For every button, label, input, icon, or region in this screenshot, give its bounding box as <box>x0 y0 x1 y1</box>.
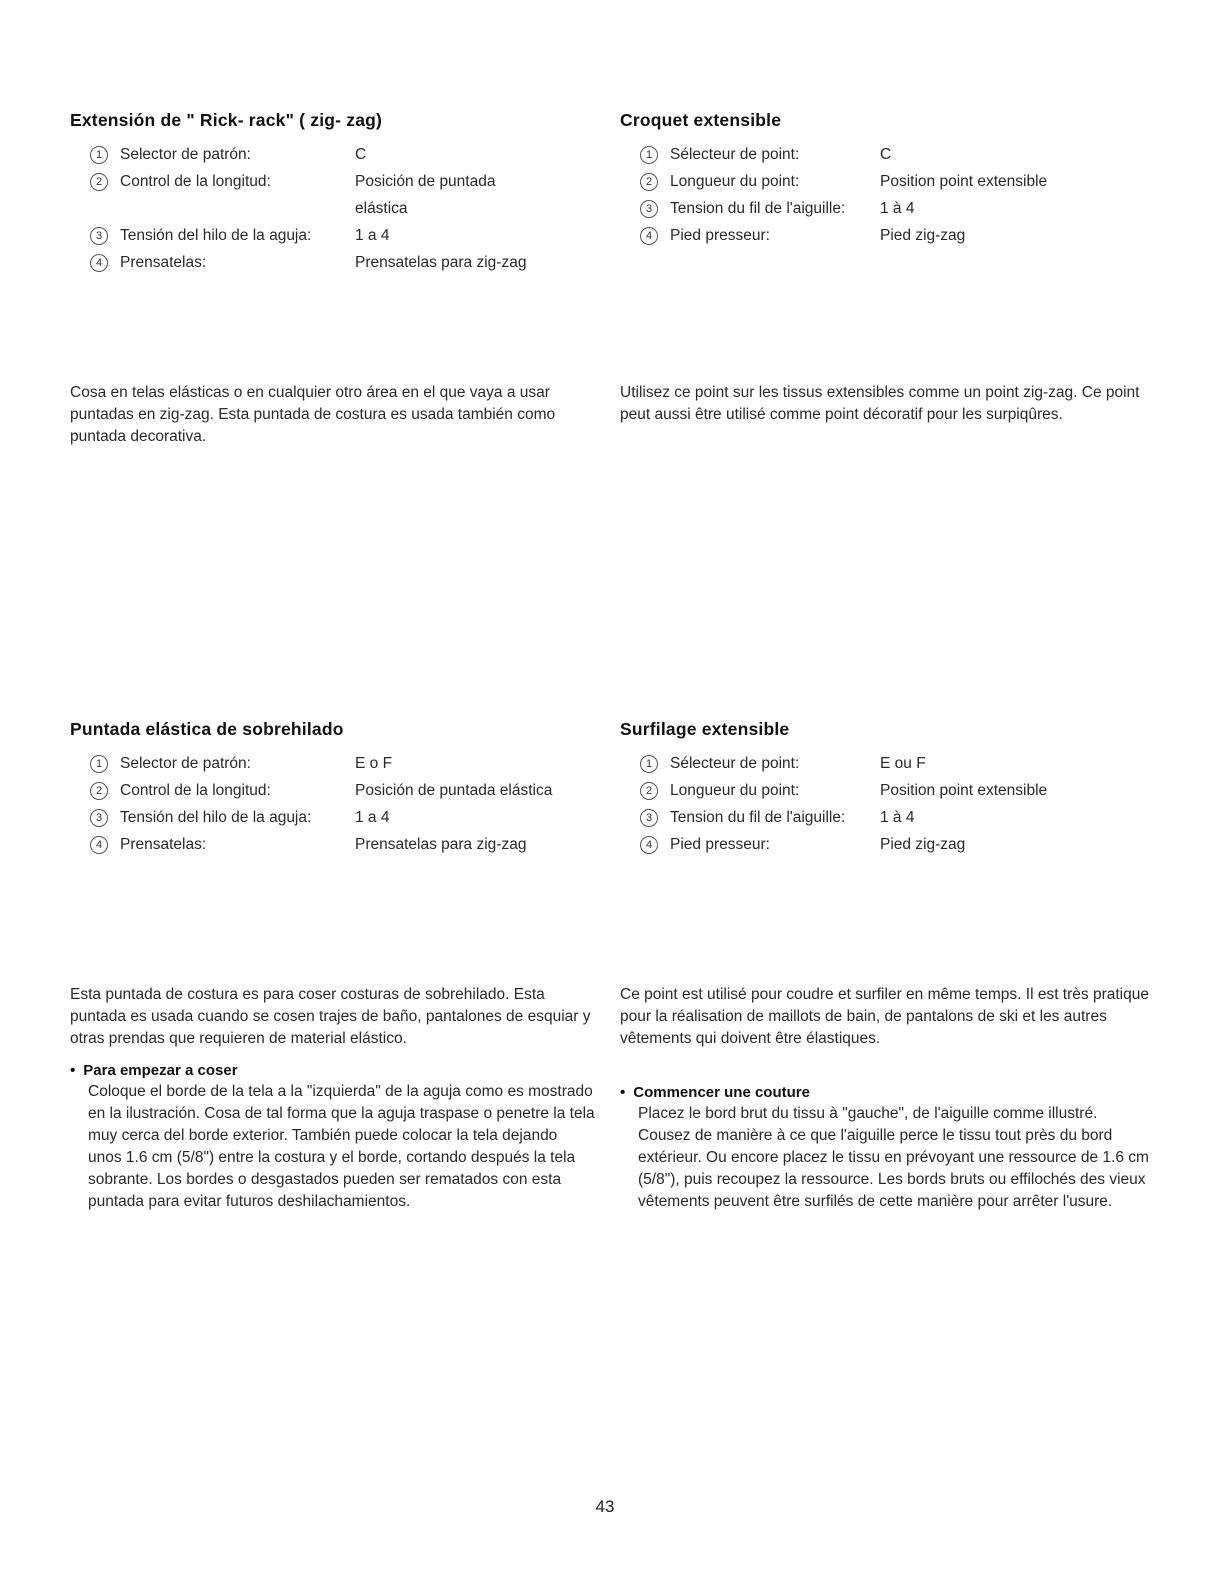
section-surfilage-fr <box>620 719 1150 858</box>
section-title: Puntada elástica de sobrehilado <box>70 719 344 739</box>
settings-item <box>90 222 595 249</box>
subsection-title-text: Para empezar a coser <box>83 1062 238 1079</box>
circled-number: 2 <box>90 173 108 191</box>
setting-value: 1 a 4 <box>355 809 390 826</box>
settings-item <box>640 195 1150 222</box>
settings-item <box>640 141 1150 168</box>
setting-label: Prensatelas: <box>120 254 207 271</box>
body-text: Ce point est utilisé pour coudre et surfiler en même temps. Il est très pratique pour la réalisation de maillots de bain, de pantalons de ski et les autres vêtements qui doivent être élastiques. <box>620 986 1149 1047</box>
circled-number: 1 <box>640 755 658 773</box>
setting-label: Prensatelas: <box>120 836 207 853</box>
bullet-icon: • <box>620 1084 626 1101</box>
setting-label: Longueur du point: <box>670 782 800 799</box>
setting-value: Position point extensible <box>880 173 1048 190</box>
settings-item <box>640 168 1150 195</box>
circled-number: 3 <box>640 809 658 827</box>
subsection-title-text: Commencer une couture <box>633 1084 810 1101</box>
setting-value: C <box>880 146 892 163</box>
settings-item <box>640 222 1150 249</box>
setting-label: Tensión del hilo de la aguja: <box>120 227 312 244</box>
settings-list <box>640 141 1150 249</box>
settings-item <box>90 777 595 804</box>
setting-label: Pied presseur: <box>670 227 770 244</box>
page-number: 43 <box>595 1497 615 1516</box>
setting-value: Posición de puntada elástica <box>355 173 496 217</box>
setting-label: Control de la longitud: <box>120 782 271 799</box>
settings-item <box>90 168 595 222</box>
setting-value: 1 à 4 <box>880 809 915 826</box>
subsection-title <box>70 1062 595 1079</box>
circled-number: 2 <box>90 782 108 800</box>
subsection-start-sewing <box>70 1062 595 1213</box>
section-title: Surfilage extensible <box>620 719 790 739</box>
settings-item <box>640 804 1150 831</box>
setting-value: 1 à 4 <box>880 200 915 217</box>
settings-list <box>640 750 1150 858</box>
settings-item <box>90 804 595 831</box>
setting-value: Posición de puntada elástica <box>355 782 553 799</box>
circled-number: 1 <box>90 755 108 773</box>
setting-value: Prensatelas para zig-zag <box>355 254 527 271</box>
section-title: Croquet extensible <box>620 110 782 130</box>
subsection-body: Coloque el borde de la tela a la "izquierda" de la aguja como es mostrado en la ilustración. Cosa de tal forma que la aguja traspase o penetre la tela muy cerca del borde exterior. También puede colocar la tela dejando unos 1.6 cm (5/8") entre la costura y el borde, cortando después la tela sobrante. Los bordes o desgastados pueden ser rematados con esta puntada para evitar futuros deshilachamientos. <box>88 1083 595 1210</box>
setting-label: Selector de patrón: <box>120 146 251 163</box>
setting-label: Selector de patrón: <box>120 755 251 772</box>
setting-label: Pied presseur: <box>670 836 770 853</box>
setting-value: C <box>355 146 367 163</box>
settings-item <box>90 249 595 276</box>
body-text: Cosa en telas elásticas o en cualquier otro área en el que vaya a usar puntadas en zig-zag. Esta puntada de costura es usada también como puntada decorativa. <box>70 384 556 445</box>
body-text: Utilisez ce point sur les tissus extensibles comme un point zig-zag. Ce point peut aussi être utilisé comme point décoratif pour les surpiqûres. <box>620 384 1140 423</box>
setting-label: Sélecteur de point: <box>670 755 800 772</box>
circled-number: 4 <box>90 836 108 854</box>
circled-number: 3 <box>640 200 658 218</box>
subsection-body: Placez le bord brut du tissu à "gauche", de l'aiguille comme illustré. Cousez de manière à ce que l'aiguille perce le tissu tout près du bord extérieur. Ou encore placez le tissu en prévoyant une ressource de 1.6 cm (5/8"), puis recoupez la ressource. Les bords bruts ou effilochés des vieux vêtements peuvent être surfilés de cette manière pour arrêter l'usure. <box>638 1105 1149 1210</box>
setting-label: Tension du fil de l'aiguille: <box>670 200 846 217</box>
body-block <box>620 984 1150 1213</box>
bullet-icon: • <box>70 1062 76 1079</box>
section-rick-rack-es <box>70 110 595 276</box>
circled-number: 3 <box>90 227 108 245</box>
subsection-title <box>620 1084 1150 1101</box>
settings-item <box>90 750 595 777</box>
settings-item <box>640 831 1150 858</box>
section-sobrehilado-es <box>70 719 595 858</box>
setting-value: Pied zig-zag <box>880 227 966 244</box>
settings-item <box>640 750 1150 777</box>
settings-list <box>90 750 595 858</box>
setting-value: Position point extensible <box>880 782 1048 799</box>
body-block <box>70 984 595 1213</box>
settings-list <box>90 141 595 276</box>
setting-value: 1 a 4 <box>355 227 390 244</box>
settings-item <box>90 141 595 168</box>
circled-number: 4 <box>640 227 658 245</box>
settings-item <box>640 777 1150 804</box>
setting-label: Longueur du point: <box>670 173 800 190</box>
circled-number: 2 <box>640 782 658 800</box>
subsection-start-sewing <box>620 1084 1150 1213</box>
section-title: Extensión de " Rick- rack" ( zig- zag) <box>70 110 383 130</box>
setting-value: E o F <box>355 755 393 772</box>
settings-item <box>90 831 595 858</box>
circled-number: 2 <box>640 173 658 191</box>
setting-value: Pied zig-zag <box>880 836 966 853</box>
setting-label: Sélecteur de point: <box>670 146 800 163</box>
setting-value: E ou F <box>880 755 926 772</box>
circled-number: 1 <box>90 146 108 164</box>
setting-label: Tension du fil de l'aiguille: <box>670 809 846 826</box>
section-croquet-fr <box>620 110 1150 249</box>
circled-number: 4 <box>640 836 658 854</box>
setting-label: Tensión del hilo de la aguja: <box>120 809 312 826</box>
body-text: Esta puntada de costura es para coser costuras de sobrehilado. Esta puntada es usada cuando se cosen trajes de baño, pantalones de esquiar y otras prendas que requieren de material elástico. <box>70 986 591 1047</box>
circled-number: 1 <box>640 146 658 164</box>
circled-number: 4 <box>90 254 108 272</box>
circled-number: 3 <box>90 809 108 827</box>
setting-label: Control de la longitud: <box>120 173 271 190</box>
setting-value: Prensatelas para zig-zag <box>355 836 527 853</box>
